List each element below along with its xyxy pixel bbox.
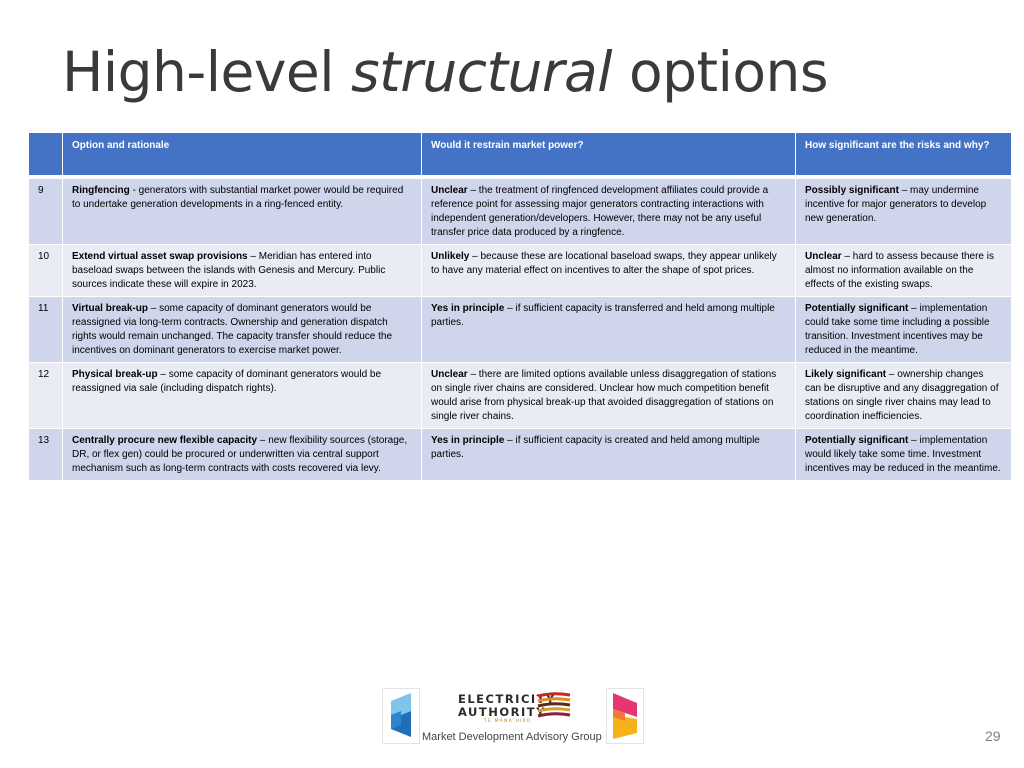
- table-row: [29, 179, 1012, 245]
- risk-text: – hard to assess because there is almost no information available on the effects of the existing swaps.: [805, 251, 994, 290]
- risk-verdict: Possibly significant: [805, 185, 899, 196]
- table-row: [29, 429, 1012, 481]
- row-number: 11: [29, 297, 63, 363]
- row-number: 9: [29, 179, 63, 245]
- option-rationale: – Meridian has entered into baseload swaps between the islands with Genesis and Mercury. Public sources indicate these will expire in 2023.: [72, 251, 386, 290]
- group-name: Market Development Advisory Group: [422, 731, 602, 743]
- restrain-verdict: Yes in principle: [431, 435, 505, 446]
- restrain-cell: [422, 429, 796, 481]
- electricity-authority-logo: [452, 686, 572, 724]
- restrain-cell: [422, 363, 796, 429]
- ea-stripes-icon: [536, 690, 572, 722]
- table-row: [29, 363, 1012, 429]
- row-number: 10: [29, 245, 63, 297]
- option-title: Ringfencing: [72, 185, 130, 196]
- restrain-verdict: Unclear: [431, 185, 468, 196]
- header-risks: How significant are the risks and why?: [796, 133, 1012, 176]
- risk-cell: [796, 297, 1012, 363]
- option-title: Centrally procure new flexible capacity: [72, 435, 258, 446]
- restrain-text: – if sufficient capacity is transferred and held among multiple parties.: [431, 303, 775, 328]
- risk-cell: [796, 245, 1012, 297]
- risk-text: – ownership changes can be disruptive and any disaggregation of stations on single river chains may lead to coordination inefficiencies.: [805, 369, 999, 422]
- risk-text: – may undermine incentive for major generators to develop new generation.: [805, 185, 987, 224]
- header-restrain: Would it restrain market power?: [422, 133, 796, 176]
- table-row: [29, 245, 1012, 297]
- risk-verdict: Unclear: [805, 251, 842, 262]
- options-table: [28, 132, 1012, 481]
- ea-wordmark-line1: ELECTRICITY: [458, 692, 556, 706]
- option-rationale: – some capacity of dominant generators would be reassigned via sale (including dispatch rights).: [72, 369, 382, 394]
- row-number: 12: [29, 363, 63, 429]
- restrain-cell: [422, 245, 796, 297]
- risk-verdict: Likely significant: [805, 369, 887, 380]
- option-cell: [63, 429, 422, 481]
- restrain-text: – if sufficient capacity is created and held among multiple parties.: [431, 435, 760, 460]
- row-number: 13: [29, 429, 63, 481]
- slide-title: [62, 40, 828, 104]
- restrain-cell: [422, 179, 796, 245]
- option-title: Physical break-up: [72, 369, 158, 380]
- ea-wordmark-line3: TE MANA HIKO: [484, 719, 532, 724]
- header-option: Option and rationale: [63, 133, 422, 176]
- option-title: Virtual break-up: [72, 303, 148, 314]
- risk-cell: [796, 179, 1012, 245]
- title-part-3: options: [611, 40, 829, 104]
- option-rationale: - generators with substantial market power would be required to undertake generation developments in a ring-fenced entity.: [72, 185, 404, 210]
- option-cell: [63, 297, 422, 363]
- risk-verdict: Potentially significant: [805, 303, 909, 314]
- table-header-row: [29, 133, 1012, 176]
- table-row: [29, 297, 1012, 363]
- option-cell: [63, 179, 422, 245]
- restrain-text: – there are limited options available unless disaggregation of stations on single river chains are considered. Unclear how much competition benefit would arise from physical break-up that avoided disaggregation of stations on single river chains.: [431, 369, 777, 422]
- mdag-pink-yellow-logo-icon: [606, 688, 644, 744]
- restrain-text: – because these are locational baseload swaps, they appear unlikely to have any material effect on incentives to alter the shape of spot prices.: [431, 251, 777, 276]
- ea-wordmark-line2: AUTHORITY: [458, 705, 546, 719]
- risk-verdict: Potentially significant: [805, 435, 909, 446]
- restrain-verdict: Unlikely: [431, 251, 470, 262]
- risk-cell: [796, 363, 1012, 429]
- risk-cell: [796, 429, 1012, 481]
- title-part-1: High-level: [62, 40, 352, 104]
- restrain-verdict: Unclear: [431, 369, 468, 380]
- page-number: 29: [985, 728, 1001, 744]
- option-cell: [63, 245, 422, 297]
- risk-text: – implementation would likely take some time. Investment incentives may be reduced in the meantime.: [805, 435, 1001, 474]
- title-emphasis: structural: [351, 40, 612, 104]
- restrain-verdict: Yes in principle: [431, 303, 505, 314]
- restrain-cell: [422, 297, 796, 363]
- restrain-text: – the treatment of ringfenced development affiliates could provide a reference point for assessing major generators contracting interactions with independent generation/developers. However, there may not be any useful transfer price data produced by a ringfence.: [431, 185, 769, 238]
- option-cell: [63, 363, 422, 429]
- mdag-blue-logo-icon: [382, 688, 420, 744]
- header-number: [29, 133, 63, 176]
- option-rationale: – some capacity of dominant generators would be reassigned via long-term contracts. Ownership and generation dispatch rights would remain unchanged. The capacity transfer should reduce the incentives on dominant generators to exercise market power.: [72, 303, 393, 356]
- footer-logos: [382, 686, 644, 746]
- risk-text: – implementation could take some time including a possible transition. Investment incentives may be reduced in the meantime.: [805, 303, 990, 356]
- option-title: Extend virtual asset swap provisions: [72, 251, 248, 262]
- option-rationale: – new flexibility sources (storage, DR, or flex gen) could be procured or underwritten via central support mechanism such as long-term contracts with costs recovered via levy.: [72, 435, 408, 474]
